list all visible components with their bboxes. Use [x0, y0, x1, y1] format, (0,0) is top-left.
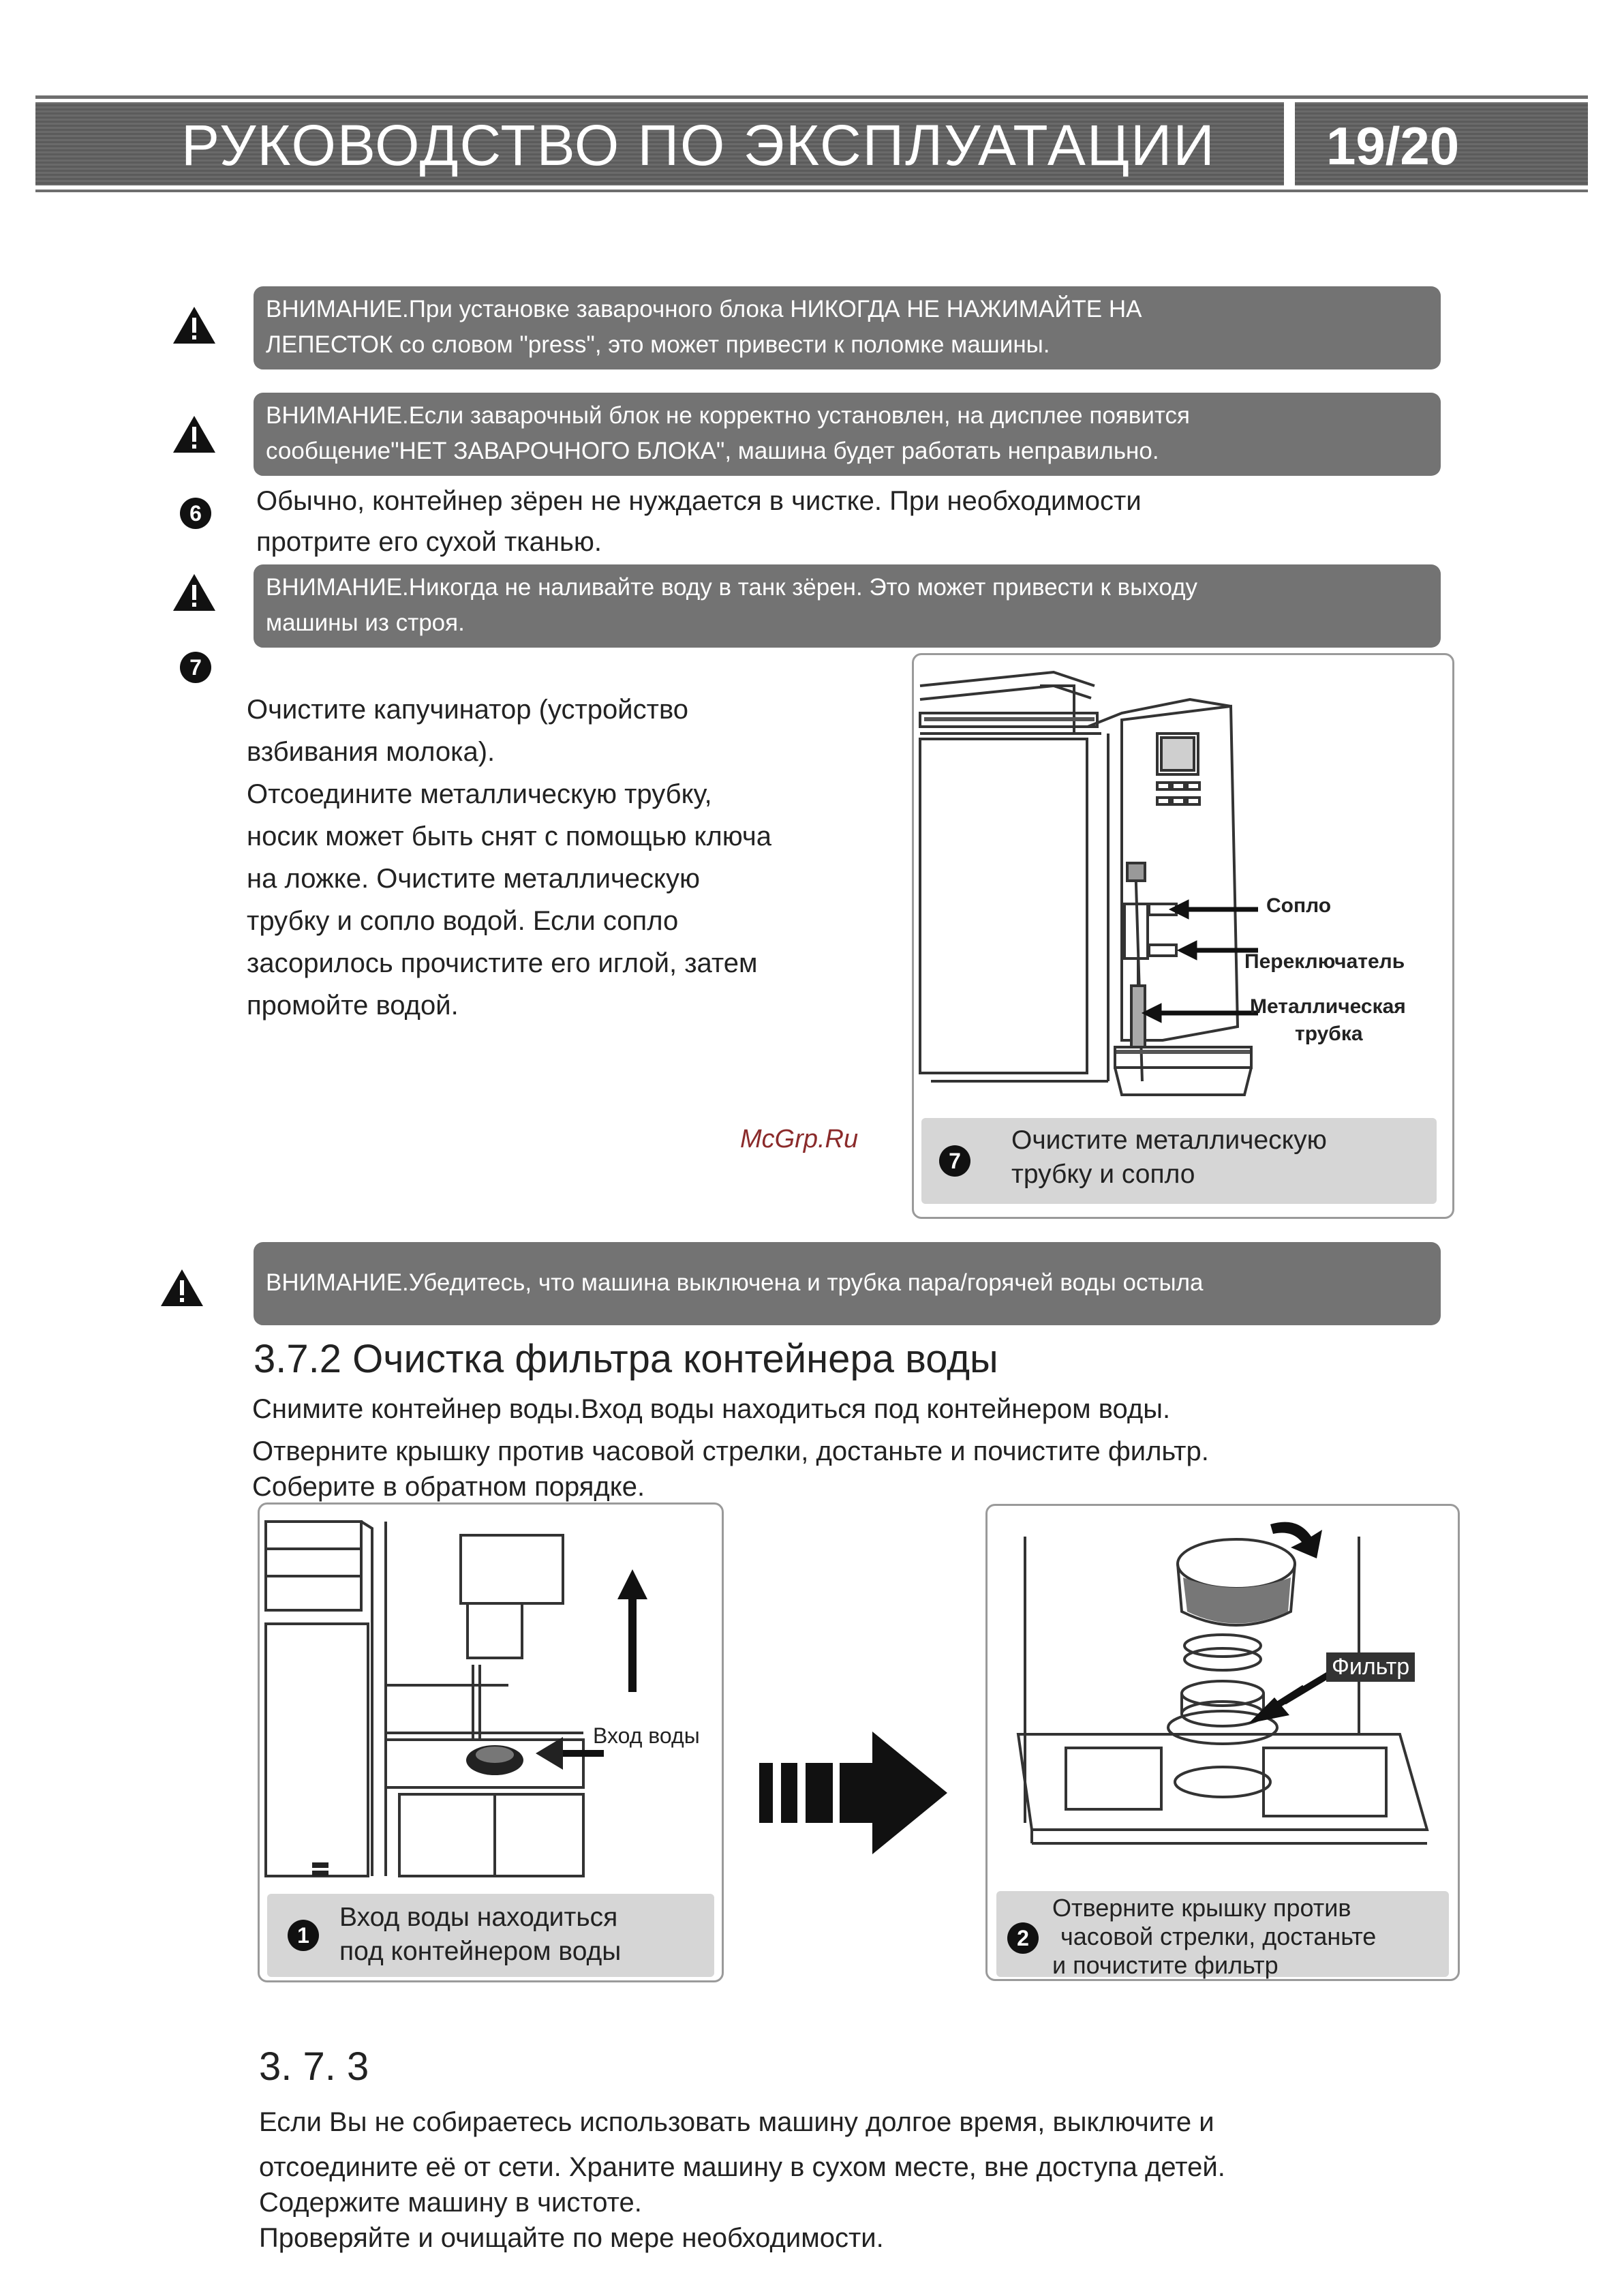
label-metal-tube-2: трубка [1295, 1023, 1363, 1045]
warning-text-line: ВНИМАНИЕ.Никогда не наливайте воду в танк зёрен. Это может привести к выходу [266, 574, 1197, 601]
caption-line: трубку и сопло [1011, 1160, 1195, 1189]
section-3-7-2-line-3: Соберите в обратном порядке. [252, 1472, 645, 1502]
label-metal-tube-1: Металлическая [1250, 995, 1406, 1018]
step-7-line: Отсоедините металлическую трубку, [247, 779, 712, 809]
filter-illustration [991, 1509, 1454, 1891]
caption-badge: 2 [1007, 1922, 1039, 1954]
coffee-machine-illustration [917, 659, 1449, 1108]
watermark: McGrp.Ru [740, 1125, 859, 1153]
step-7-line: взбивания молока). [247, 737, 495, 767]
warning-box-machine-off [254, 1242, 1441, 1325]
step-7-badge: 7 [180, 652, 211, 683]
warning-text-line: машины из строя. [266, 609, 465, 636]
section-3-7-3-line-2: отсоедините её от сети. Храните машину в сухом месте, вне доступа детей. [259, 2152, 1225, 2182]
label-filter [1326, 1652, 1415, 1682]
caption-line: Отверните крышку против [1052, 1894, 1351, 1922]
section-3-7-3-title: 3. 7. 3 [259, 2044, 369, 2089]
step-7-line: засорилось прочистите его иглой, затем [247, 948, 758, 978]
caption-line: Вход воды находиться [339, 1903, 618, 1932]
section-3-7-2-title: 3.7.2 Очистка фильтра контейнера воды [254, 1337, 998, 1381]
step-7-line: носик может быть снят с помощью ключа [247, 821, 771, 851]
step-6-line-1: Обычно, контейнер зёрен не нуждается в чистке. При необходимости [256, 486, 1142, 516]
warning-text-line: ВНИМАНИЕ.Если заварочный блок не корректно установлен, на дисплее появится [266, 402, 1190, 429]
warning-icon [172, 573, 217, 612]
warning-icon [159, 1268, 204, 1308]
step-7-line: Очистите капучинатор (устройство [247, 695, 688, 725]
step-7-text-block [247, 689, 771, 1027]
warning-box-brew-unit-press [254, 286, 1441, 369]
section-3-7-3-line-1: Если Вы не собираетесь использовать машину долгое время, выключите и [259, 2107, 1214, 2137]
warning-text-line: сообщение"НЕТ ЗАВАРОЧНОГО БЛОКА", машина будет работать неправильно. [266, 438, 1159, 464]
section-3-7-2-line-2: Отверните крышку против часовой стрелки, достаньте и почистите фильтр. [252, 1436, 1209, 1466]
section-3-7-3-line-3: Содержите машину в чистоте. [259, 2188, 642, 2218]
section-3-7-3-line-4: Проверяйте и очищайте по мере необходимости. [259, 2223, 884, 2253]
label-switch: Переключатель [1244, 950, 1405, 973]
warning-text-line: ЛЕПЕСТОК со словом "press", это может привести к поломке машины. [266, 331, 1050, 358]
warning-icon [172, 305, 217, 345]
step-6-badge: 6 [180, 498, 211, 529]
caption-line: и почистите фильтр [1052, 1951, 1279, 1979]
warning-box-brew-unit-missing [254, 393, 1441, 476]
header-top-rule [35, 95, 1588, 99]
warning-icon [172, 414, 217, 454]
label-nozzle: Сопло [1266, 894, 1332, 917]
caption-line: под контейнером воды [339, 1937, 622, 1966]
step-7-line: на ложке. Очистите металлическую [247, 864, 700, 894]
step-6-line-2: протрите его сухой тканью. [256, 527, 602, 557]
caption-badge: 1 [288, 1920, 319, 1951]
label-filter-text: Фильтр [1332, 1654, 1410, 1680]
caption-badge: 7 [939, 1145, 970, 1177]
warning-box-bean-tank-water [254, 564, 1441, 648]
caption-line: часовой стрелки, достаньте [1060, 1922, 1377, 1950]
warning-text-line: ВНИМАНИЕ.Убедитесь, что машина выключена и трубка пара/горячей воды остыла [266, 1269, 1204, 1296]
caption-line: Очистите металлическую [1011, 1126, 1327, 1155]
next-step-arrow-icon [759, 1732, 947, 1854]
step-7-line: трубку и сопло водой. Если сопло [247, 906, 679, 936]
header-separator [1284, 100, 1289, 191]
header-bottom-rule [35, 190, 1588, 192]
step-7-line: промойте водой. [247, 991, 459, 1021]
water-inlet-illustration [263, 1508, 718, 1890]
page-number: 19/20 [1326, 116, 1460, 176]
header-title: РУКОВОДСТВО ПО ЭКСПЛУАТАЦИИ [181, 113, 1216, 177]
warning-text-line: ВНИМАНИЕ.При установке заварочного блока НИКОГДА НЕ НАЖИМАЙТЕ НА [266, 296, 1142, 322]
section-3-7-2-line-1: Снимите контейнер воды.Вход воды находиться под контейнером воды. [252, 1394, 1171, 1424]
label-water-inlet: Вход воды [593, 1723, 700, 1748]
